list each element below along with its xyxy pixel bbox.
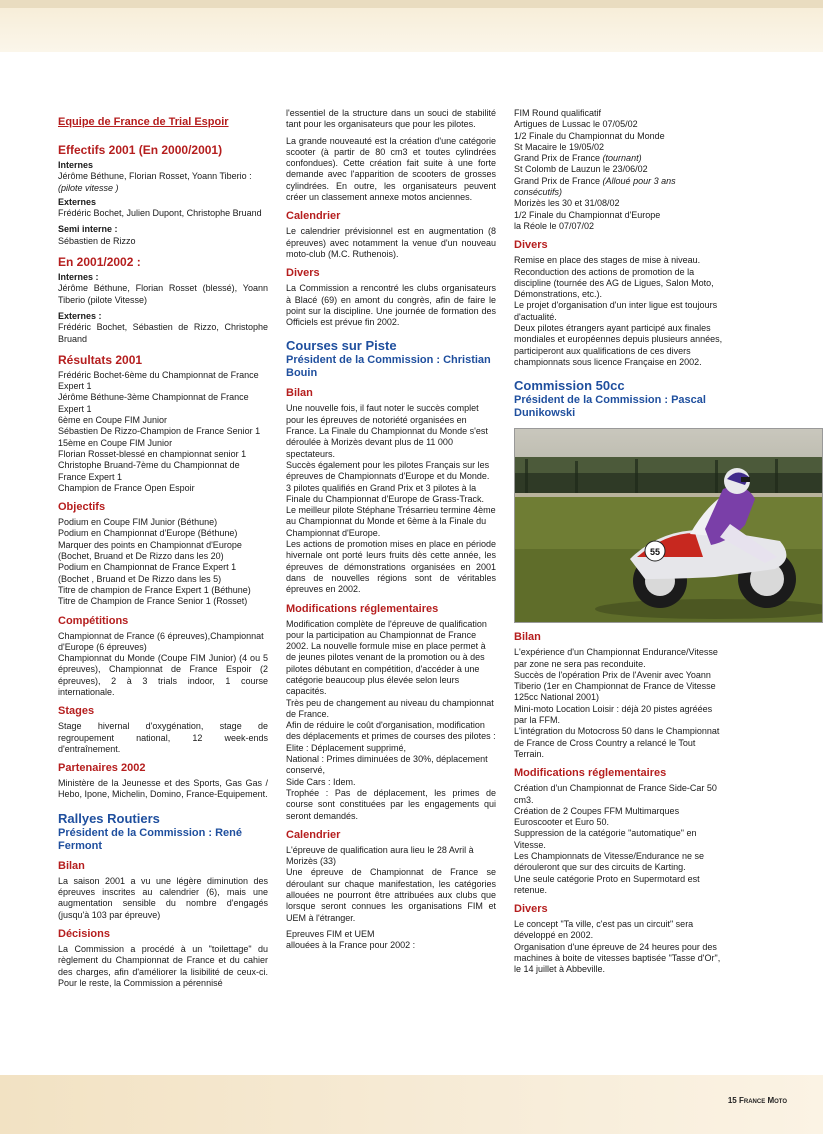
text-competitions: Championnat de France (6 épreuves),Championnat d'Europe (6 épreuves) <box>58 630 264 652</box>
heading-courses-sur-piste: Courses sur Piste <box>286 338 397 354</box>
list-item: Christophe Bruand-7ème du Championnat de France Expert 1 <box>58 460 240 482</box>
label-semi-interne: Semi interne : <box>58 224 118 235</box>
text-cal-2: Une épreuve de Championnat de France se déroulant sur chaque manifestation, les catégories allouées ne pourront être attribuées aux clubs que lorsque seront connues les organisations FIM et UEM à l'étranger. <box>286 867 496 923</box>
list-item: Podium en Championnat d'Europe (Béthune) <box>58 528 238 539</box>
heading-resultats: Résultats 2001 <box>58 352 143 367</box>
text-modif-6: Side Cars : Idem. <box>286 776 356 787</box>
text-externes-2: Frédéric Bochet, Sébastien de Rizzo, Christophe Bruand <box>58 322 268 344</box>
column-3 <box>514 108 724 976</box>
subheading-president-50cc: Président de la Commission : Pascal Dunikowski <box>514 394 706 420</box>
label-internes: Internes <box>58 160 94 170</box>
text-bilan-rallyes: La saison 2001 a vu une légère diminution des épreuves inscrites au calendrier (6), mais une augmentation sensible du nombre d'engagés (jusqu'à 103 par épreuve) <box>58 875 268 920</box>
text-continuation: l'essentiel de la structure dans un souci de stabilité tant pour les organisateurs que pour les pilotes. <box>286 108 496 130</box>
list-item: 6ème en Coupe FIM Junior <box>58 415 168 426</box>
heading-partenaires: Partenaires 2002 <box>58 762 146 775</box>
heading-divers-piste: Divers <box>514 239 548 252</box>
section-title-trial-espoir: Equipe de France de Trial Espoir <box>58 116 229 128</box>
list-item: Podium en Championnat de France Expert 1 (Bochet , Bruand et De Rizzo dans les 5) <box>58 562 237 584</box>
text-partenaires: Ministère de la Jeunesse et des Sports, Gas Gas / Hebo, Ipone, Michelin, Domino, France-Equipement. <box>58 778 268 800</box>
heading-calendrier-rallyes: Calendrier <box>286 210 341 223</box>
text-bilan-piste-2: Succès également pour les pilotes Français sur les épreuves de Championnats d'Europe et du Monde. 3 pilotes qualifiés en Grand Prix et 3 pilotes à la Finale du Championnat d'Europe de Grass-Track. Le meilleur pilote Stéphane Trésarrieu termine 4ème au Championnat du Monde et 6ème à la Finale du Championnat d'Europe. <box>286 459 496 538</box>
text-modif-5: National : Primes diminuées de 30%, déplacement conservé, <box>286 754 488 776</box>
list-item: Le concept "Ta ville, c'est pas un circuit" sera développé en 2002. <box>514 919 694 941</box>
text-calendrier-rallyes: Le calendrier prévisionnel est en augmentation (8 épreuves) avec notamment la venue d'un nouveau moto-club (M.C. Ruthenois). <box>286 226 496 259</box>
list-resultats <box>58 370 268 494</box>
list-item: Marquer des points en Championnat d'Europe (Bochet, Bruand et De Rizzo dans les 20) <box>58 539 242 562</box>
heading-divers-50cc: Divers <box>514 903 548 916</box>
heading-stages: Stages <box>58 705 95 718</box>
heading-decisions: Décisions <box>58 927 110 940</box>
list-item: 15ème en Coupe FIM Junior <box>58 437 173 448</box>
text-internes: Jérôme Béthune, Florian Rosset, Yoann Tiberio : <box>58 171 252 182</box>
column-2 <box>286 108 496 952</box>
list-item: 1/2 Finale du Championnat d'Europe <box>514 209 661 220</box>
list-item: Les Championnats de Vitesse/Endurance ne se dérouleront que sur des circuits de Karting. <box>514 850 704 873</box>
text-cal-4: allouées à la France pour 2002 : <box>286 940 416 951</box>
heading-commission-50cc: Commission 50cc <box>514 378 625 394</box>
list-item: Sébastien De Rizzo-Champion de France Senior 1 <box>58 426 261 437</box>
list-item: Frédéric Bochet-6ème du Championnat de France Expert 1 <box>58 369 259 392</box>
text-divers-rallyes: La Commission a rencontré les clubs organisateurs à Blacé (69) en amont du congrès, afin de faire le point sur la discipline. Une journée de formation des Officiels est prévue fin 2002. <box>286 283 496 328</box>
label-externes-2: Externes : <box>58 310 102 321</box>
list-item: L'intégration du Motocross 50 dans le Championnat de France de Cross Country a relancé le Tout Terrain. <box>514 726 720 759</box>
heading-bilan-piste: Bilan <box>286 387 313 400</box>
heading-calendrier-piste: Calendrier <box>286 828 341 841</box>
list-item: Titre de Champion de France Senior 1 (Rosset) <box>58 596 248 607</box>
text-modif-3: Afin de réduire le coût d'organisation, modification des déplacements et primes de courses des pilotes : <box>286 720 496 742</box>
text-bilan-piste-3: Les actions de promotion mises en place en période hivernale ont porté leurs fruits dès cette année, les épreuves de démonstrations organisées en 2001 dans de nouvelles régions sont de véritables épreuves en 2002. <box>286 539 496 595</box>
label-internes-2: Internes : <box>58 272 99 283</box>
motorcycle-racing-photo <box>514 428 823 623</box>
list-item: Reconduction des actions de promotion de la discipline (tournée des AG de Ligues, Salon Moto, Démonstrations, etc.). <box>514 266 714 300</box>
text-modif-7: Trophée : Pas de déplacement, les primes de course sont constituées par les engagements qui seront demandés. <box>286 787 496 821</box>
page-number: 15 <box>727 1096 737 1105</box>
text-semi-interne: Sébastien de Rizzo <box>58 235 136 246</box>
text-cal-3: Epreuves FIM et UEM <box>286 928 375 939</box>
list-item: Grand Prix de France (Alloué pour 3 ans consécutifs) <box>514 175 676 198</box>
text-internes-2: Jérôme Béthune, Florian Rosset (blessé), Yoann Tiberio (pilote Vitesse) <box>58 283 268 305</box>
text-cal-1: L'épreuve de qualification aura lieu le 28 Avril à Morizès (33) <box>286 844 474 867</box>
list-item: Grand Prix de France (tournant) <box>514 153 642 164</box>
list-item: Création de 2 Coupes FFM Multimarques Euroscooter et Euro 50. <box>514 805 680 828</box>
bottom-band <box>0 1075 823 1134</box>
text-modif-2: Très peu de changement au niveau du championnat de France. <box>286 697 494 719</box>
brand-name: France Moto <box>739 1096 787 1105</box>
list-item: Une seule catégorie Proto en Supermotard est retenue. <box>514 873 700 895</box>
list-item: 1/2 Finale du Championnat du Monde <box>514 130 665 141</box>
heading-modifications-piste: Modifications réglementaires <box>286 602 439 615</box>
subheading-president-piste: Président de la Commission : Christian Bouin <box>286 354 491 380</box>
list-item: Jérôme Béthune-3ème Championnat de France Expert 1 <box>58 392 249 414</box>
list-item: Succès de l'opération Prix de l'Avenir avec Yoann Tiberio (1er en Championnat de France de Vitesse 125cc National 2001) <box>514 669 716 703</box>
subheading-president-rallyes: Président de la Commission : René Fermont <box>58 826 242 852</box>
list-item: St Macaire le 19/05/02 <box>514 141 605 152</box>
list-item: Titre de champion de France Expert 1 (Béthune) <box>58 584 251 595</box>
list-item: Morizès les 30 et 31/08/02 <box>514 198 620 209</box>
text-modif-1: Modification complète de l'épreuve de qualification pour la participation au Championnat de France 2002. La nouvelle formule mise en place permet à de jeunes pilotes venant de la promotion ou à des pilotes débutant en compétition, d'accéder à une catégorie beaucoup plus élevée selon leurs capacités. <box>286 618 487 697</box>
list-item: Suppression de la catégorie "automatique" en Vitesse. <box>514 828 697 850</box>
heading-objectifs: Objectifs <box>58 501 106 514</box>
list-item: Champion de France Open Espoir <box>58 482 195 493</box>
page-footer <box>728 1096 787 1105</box>
heading-divers-rallyes: Divers <box>286 267 320 280</box>
heading-modifications-50cc: Modifications réglementaires <box>514 767 667 780</box>
text-scooter: La grande nouveauté est la création d'une catégorie scooter (à partir de 80 cm3 et toutes cylindrées confondues). Cette création fait suite à une forte demande avec l'apparition de scooters de grosses cylindrées. En outre, les organisateurs peuvent créer un classement annexe motos anciennes. <box>286 135 496 203</box>
heading-rallyes-routiers: Rallyes Routiers <box>58 810 160 826</box>
list-item: Mini-moto Location Loisir : déjà 20 pistes agréées par la FFM. <box>514 703 713 726</box>
heading-competitions: Compétitions <box>58 614 129 627</box>
heading-effectifs: Effectifs 2001 (En 2000/2001) <box>58 143 223 157</box>
list-item: Artigues de Lussac le 07/05/02 <box>514 119 638 130</box>
heading-en-2001: En 2001/2002 : <box>58 255 141 270</box>
list-item: Deux pilotes étrangers ayant participé aux finales mondiales et européennes depuis plusieurs années, participeront aux qualifications de ces divers championnats sous licence Française en 2002. <box>514 323 723 367</box>
list-item: FIM Round qualificatif <box>514 108 602 118</box>
list-objectifs <box>58 517 268 607</box>
list-item: Le projet d'organisation d'un inter ligue est toujours d'actualité. <box>514 300 718 322</box>
column-1 <box>58 108 268 994</box>
text-decisions: La Commission a procédé à un "toilettage" du règlement du Championnat de France et du cahier des charges, afin d'améliorer la lisibilité de ceux-ci. Pour le reste, la Commission a pérennisé <box>58 943 268 988</box>
text-externes: Frédéric Bochet, Julien Dupont, Christophe Bruand <box>58 208 262 219</box>
list-item: St Colomb de Lauzun le 23/06/02 <box>514 164 648 175</box>
heading-bilan-rallyes: Bilan <box>58 859 85 872</box>
photo-race-number: 55 <box>650 547 661 558</box>
label-externes: Externes <box>58 196 97 207</box>
list-item: L'expérience d'un Championnat Endurance/Vitesse par zone ne sera pas reconduite. <box>514 647 718 669</box>
heading-bilan-50cc: Bilan <box>514 631 541 644</box>
text-stages: Stage hivernal d'oxygénation, stage de regroupement national, 12 week-ends d'entraînement. <box>58 721 268 754</box>
text-bilan-piste-1: Une nouvelle fois, il faut noter le succès complet pour les épreuves de notoriété organisées en France. La Finale du Championnat du Monde s'est déroulée à Morizès devant plus de 11 000 spectateurs. <box>286 403 488 459</box>
text-internes-note: (pilote vitesse ) <box>58 182 119 193</box>
list-item: Florian Rosset-blessé en championnat senior 1 <box>58 448 247 459</box>
list-item: Création d'un Championnat de France Side-Car 50 cm3. <box>514 783 717 805</box>
list-item: Podium en Coupe FIM Junior (Béthune) <box>58 517 218 528</box>
top-strip <box>0 0 823 8</box>
text-competitions-2: Championnat du Monde (Coupe FIM Junior) (4 ou 5 épreuves), Championnat de France Espoir (2 épreuves), 2 à 3 trials indoor, 1 course internationale. <box>58 653 268 697</box>
text-modif-4: Elite : Déplacement supprimé, <box>286 742 407 753</box>
list-item: la Réole le 07/07/02 <box>514 220 595 231</box>
list-item: Organisation d'une épreuve de 24 heures pour des machines à boite de vitesses baptisée "Tasse d'Or", le 14 juillet à Abbeville. <box>514 941 721 975</box>
list-item: Remise en place des stages de mise à niveau. <box>514 255 701 266</box>
list-fim-events <box>514 108 724 232</box>
